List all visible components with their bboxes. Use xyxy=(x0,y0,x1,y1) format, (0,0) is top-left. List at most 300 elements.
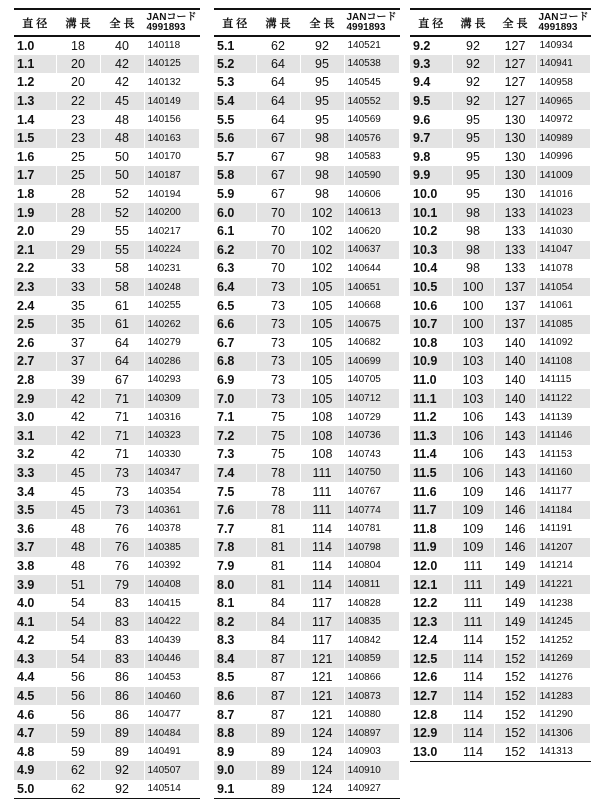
jan-code-cell: 140958 xyxy=(536,73,590,92)
diameter-cell: 1.2 xyxy=(14,73,56,92)
total-length-cell: 71 xyxy=(100,445,144,464)
table-row xyxy=(14,36,199,55)
total-length-cell: 121 xyxy=(300,650,344,669)
table-row xyxy=(410,631,590,650)
table-row xyxy=(14,408,199,427)
diameter-cell: 8.0 xyxy=(214,575,256,594)
jan-code-cell: 140392 xyxy=(144,557,199,576)
jan-code-cell: 140668 xyxy=(344,296,399,315)
diameter-cell: 4.6 xyxy=(14,705,56,724)
groove-length-cell: 54 xyxy=(56,650,100,669)
total-length-header: 全 長 xyxy=(100,9,144,36)
table-row xyxy=(14,538,199,557)
diameter-header: 直 径 xyxy=(14,9,56,36)
total-length-cell: 55 xyxy=(100,222,144,241)
jan-code-cell: 141191 xyxy=(536,519,590,538)
groove-length-header: 溝 長 xyxy=(256,9,300,36)
groove-length-header: 溝 長 xyxy=(56,9,100,36)
table-row xyxy=(14,557,199,576)
groove-length-cell: 87 xyxy=(256,650,300,669)
groove-length-cell: 92 xyxy=(452,73,494,92)
jan-code-cell: 140705 xyxy=(344,371,399,390)
total-length-cell: 48 xyxy=(100,129,144,148)
diameter-cell: 7.8 xyxy=(214,538,256,557)
jan-code-cell: 141108 xyxy=(536,352,590,371)
jan-code-cell: 140682 xyxy=(344,334,399,353)
jan-code-cell: 140644 xyxy=(344,259,399,278)
diameter-cell: 6.3 xyxy=(214,259,256,278)
jan-code-cell: 140408 xyxy=(144,575,199,594)
diameter-cell: 6.1 xyxy=(214,222,256,241)
total-length-cell: 86 xyxy=(100,668,144,687)
jan-code-cell: 140446 xyxy=(144,650,199,669)
table-row xyxy=(410,538,590,557)
total-length-cell: 52 xyxy=(100,185,144,204)
jan-code-cell: 141238 xyxy=(536,594,590,613)
groove-length-cell: 81 xyxy=(256,557,300,576)
table-row xyxy=(14,185,199,204)
total-length-cell: 121 xyxy=(300,705,344,724)
diameter-cell: 3.1 xyxy=(14,426,56,445)
table-row xyxy=(214,36,399,55)
table-row xyxy=(410,501,590,520)
table-row xyxy=(410,185,590,204)
diameter-cell: 9.8 xyxy=(410,148,452,167)
table-row xyxy=(410,668,590,687)
total-length-cell: 108 xyxy=(300,408,344,427)
diameter-cell: 13.0 xyxy=(410,743,452,762)
jan-code-cell: 140996 xyxy=(536,148,590,167)
groove-length-cell: 59 xyxy=(56,743,100,762)
total-length-cell: 152 xyxy=(494,650,536,669)
jan-code-cell: 140293 xyxy=(144,371,199,390)
table-row xyxy=(214,203,399,222)
total-length-cell: 152 xyxy=(494,668,536,687)
jan-code-cell: 140736 xyxy=(344,426,399,445)
table-row xyxy=(410,371,590,390)
total-length-cell: 146 xyxy=(494,501,536,520)
table-row xyxy=(214,73,399,92)
diameter-cell: 9.6 xyxy=(410,110,452,129)
total-length-cell: 61 xyxy=(100,315,144,334)
groove-length-cell: 42 xyxy=(56,389,100,408)
table-row xyxy=(14,371,199,390)
total-length-cell: 86 xyxy=(100,705,144,724)
total-length-cell: 111 xyxy=(300,482,344,501)
groove-length-cell: 29 xyxy=(56,241,100,260)
diameter-cell: 4.4 xyxy=(14,668,56,687)
jan-code-cell: 140484 xyxy=(144,724,199,743)
diameter-cell: 12.6 xyxy=(410,668,452,687)
total-length-cell: 127 xyxy=(494,92,536,111)
table-row xyxy=(14,241,199,260)
diameter-cell: 8.5 xyxy=(214,668,256,687)
groove-length-cell: 84 xyxy=(256,594,300,613)
diameter-cell: 3.3 xyxy=(14,464,56,483)
diameter-cell: 7.9 xyxy=(214,557,256,576)
total-length-cell: 64 xyxy=(100,334,144,353)
total-length-cell: 105 xyxy=(300,389,344,408)
jan-code-header xyxy=(536,9,590,36)
table-row xyxy=(14,334,199,353)
total-length-cell: 102 xyxy=(300,203,344,222)
diameter-header: 直 径 xyxy=(410,9,452,36)
jan-code-cell: 140217 xyxy=(144,222,199,241)
diameter-cell: 7.1 xyxy=(214,408,256,427)
jan-code-cell: 140583 xyxy=(344,148,399,167)
jan-code-cell: 140835 xyxy=(344,612,399,631)
table-row xyxy=(410,594,590,613)
table-row xyxy=(410,241,590,260)
jan-header-line1: JANコード xyxy=(146,11,197,23)
groove-length-cell: 87 xyxy=(256,668,300,687)
table-row xyxy=(214,222,399,241)
groove-length-cell: 51 xyxy=(56,575,100,594)
diameter-cell: 4.9 xyxy=(14,761,56,780)
table-row xyxy=(214,315,399,334)
table-row xyxy=(410,55,590,74)
jan-code-cell: 140903 xyxy=(344,743,399,762)
diameter-cell: 9.7 xyxy=(410,129,452,148)
jan-code-cell: 140804 xyxy=(344,557,399,576)
jan-code-cell: 140927 xyxy=(344,780,399,799)
diameter-cell: 4.8 xyxy=(14,743,56,762)
diameter-cell: 10.9 xyxy=(410,352,452,371)
jan-code-cell: 140729 xyxy=(344,408,399,427)
total-length-cell: 133 xyxy=(494,241,536,260)
jan-code-cell: 140507 xyxy=(144,761,199,780)
groove-length-cell: 103 xyxy=(452,389,494,408)
diameter-cell: 2.3 xyxy=(14,278,56,297)
total-length-cell: 117 xyxy=(300,594,344,613)
table-row xyxy=(14,445,199,464)
groove-length-cell: 48 xyxy=(56,538,100,557)
diameter-cell: 1.7 xyxy=(14,166,56,185)
groove-length-cell: 42 xyxy=(56,408,100,427)
jan-code-cell: 141061 xyxy=(536,296,590,315)
jan-code-cell: 141146 xyxy=(536,426,590,445)
jan-code-cell: 141269 xyxy=(536,650,590,669)
jan-code-cell: 140224 xyxy=(144,241,199,260)
total-length-cell: 105 xyxy=(300,315,344,334)
diameter-cell: 5.9 xyxy=(214,185,256,204)
jan-code-cell: 140316 xyxy=(144,408,199,427)
groove-length-cell: 95 xyxy=(452,148,494,167)
groove-length-cell: 106 xyxy=(452,445,494,464)
total-length-cell: 117 xyxy=(300,631,344,650)
diameter-cell: 10.5 xyxy=(410,278,452,297)
jan-code-cell: 141054 xyxy=(536,278,590,297)
total-length-cell: 48 xyxy=(100,110,144,129)
total-length-cell: 71 xyxy=(100,389,144,408)
table-row xyxy=(14,73,199,92)
total-length-cell: 114 xyxy=(300,519,344,538)
table-row xyxy=(214,334,399,353)
table-body xyxy=(410,36,590,761)
jan-code-cell: 140149 xyxy=(144,92,199,111)
jan-code-cell: 140699 xyxy=(344,352,399,371)
groove-length-cell: 98 xyxy=(452,241,494,260)
total-length-cell: 61 xyxy=(100,296,144,315)
table-row xyxy=(14,501,199,520)
drill-spec-tables xyxy=(14,8,590,796)
diameter-cell: 1.3 xyxy=(14,92,56,111)
table-row xyxy=(14,594,199,613)
total-length-cell: 76 xyxy=(100,519,144,538)
diameter-cell: 5.3 xyxy=(214,73,256,92)
table-row xyxy=(214,389,399,408)
total-length-cell: 146 xyxy=(494,482,536,501)
jan-code-cell: 140781 xyxy=(344,519,399,538)
diameter-cell: 8.4 xyxy=(214,650,256,669)
table-row xyxy=(214,668,399,687)
total-length-cell: 146 xyxy=(494,538,536,557)
diameter-cell: 4.2 xyxy=(14,631,56,650)
jan-code-cell: 141290 xyxy=(536,705,590,724)
table-row xyxy=(410,73,590,92)
diameter-cell: 12.8 xyxy=(410,705,452,724)
jan-code-header xyxy=(344,9,399,36)
jan-code-cell: 140880 xyxy=(344,705,399,724)
total-length-cell: 105 xyxy=(300,352,344,371)
total-length-header: 全 長 xyxy=(494,9,536,36)
table-row xyxy=(410,278,590,297)
groove-length-cell: 92 xyxy=(452,92,494,111)
jan-code-cell: 141184 xyxy=(536,501,590,520)
groove-length-cell: 103 xyxy=(452,334,494,353)
groove-length-cell: 111 xyxy=(452,594,494,613)
diameter-cell: 8.7 xyxy=(214,705,256,724)
total-length-cell: 140 xyxy=(494,371,536,390)
total-length-cell: 130 xyxy=(494,185,536,204)
diameter-cell: 12.9 xyxy=(410,724,452,743)
jan-code-cell: 140309 xyxy=(144,389,199,408)
groove-length-cell: 25 xyxy=(56,166,100,185)
groove-length-cell: 103 xyxy=(452,371,494,390)
total-length-cell: 124 xyxy=(300,724,344,743)
total-length-cell: 71 xyxy=(100,408,144,427)
diameter-cell: 4.1 xyxy=(14,612,56,631)
jan-header-line1: JANコード xyxy=(538,11,589,23)
total-length-cell: 52 xyxy=(100,203,144,222)
table-row xyxy=(14,259,199,278)
total-length-cell: 124 xyxy=(300,780,344,799)
table-row xyxy=(14,92,199,111)
groove-length-cell: 28 xyxy=(56,203,100,222)
table-row xyxy=(214,110,399,129)
diameter-cell: 10.4 xyxy=(410,259,452,278)
diameter-cell: 10.8 xyxy=(410,334,452,353)
jan-code-cell: 141078 xyxy=(536,259,590,278)
table-row xyxy=(214,352,399,371)
jan-code-cell: 140934 xyxy=(536,36,590,55)
table-row xyxy=(14,426,199,445)
table-row xyxy=(14,315,199,334)
diameter-cell: 10.0 xyxy=(410,185,452,204)
groove-length-cell: 64 xyxy=(256,55,300,74)
total-length-cell: 64 xyxy=(100,352,144,371)
diameter-cell: 5.8 xyxy=(214,166,256,185)
groove-length-cell: 48 xyxy=(56,557,100,576)
groove-length-cell: 67 xyxy=(256,166,300,185)
diameter-cell: 11.5 xyxy=(410,464,452,483)
groove-length-cell: 111 xyxy=(452,575,494,594)
table-body xyxy=(14,36,199,798)
diameter-cell: 10.2 xyxy=(410,222,452,241)
diameter-cell: 11.7 xyxy=(410,501,452,520)
total-length-cell: 50 xyxy=(100,166,144,185)
jan-code-cell: 140774 xyxy=(344,501,399,520)
groove-length-cell: 81 xyxy=(256,538,300,557)
diameter-cell: 5.0 xyxy=(14,780,56,799)
diameter-cell: 12.5 xyxy=(410,650,452,669)
jan-code-cell: 140477 xyxy=(144,705,199,724)
table-row xyxy=(214,650,399,669)
jan-code-cell: 140651 xyxy=(344,278,399,297)
table-row xyxy=(410,650,590,669)
total-length-cell: 143 xyxy=(494,408,536,427)
groove-length-cell: 92 xyxy=(452,55,494,74)
jan-code-cell: 140606 xyxy=(344,185,399,204)
diameter-cell: 7.4 xyxy=(214,464,256,483)
diameter-cell: 11.4 xyxy=(410,445,452,464)
groove-length-cell: 33 xyxy=(56,259,100,278)
jan-code-cell: 141283 xyxy=(536,687,590,706)
total-length-cell: 95 xyxy=(300,110,344,129)
table-row xyxy=(214,92,399,111)
diameter-cell: 7.2 xyxy=(214,426,256,445)
jan-code-cell: 140873 xyxy=(344,687,399,706)
total-length-cell: 130 xyxy=(494,129,536,148)
groove-length-cell: 37 xyxy=(56,352,100,371)
jan-code-cell: 141276 xyxy=(536,668,590,687)
total-length-cell: 133 xyxy=(494,259,536,278)
table-row xyxy=(214,575,399,594)
jan-code-cell: 140521 xyxy=(344,36,399,55)
groove-length-cell: 45 xyxy=(56,501,100,520)
table-row xyxy=(410,92,590,111)
table-row xyxy=(410,259,590,278)
diameter-cell: 12.1 xyxy=(410,575,452,594)
groove-length-cell: 92 xyxy=(452,36,494,55)
total-length-cell: 92 xyxy=(100,761,144,780)
groove-length-cell: 54 xyxy=(56,612,100,631)
diameter-cell: 9.0 xyxy=(214,761,256,780)
diameter-cell: 12.0 xyxy=(410,557,452,576)
jan-code-cell: 140491 xyxy=(144,743,199,762)
table-row xyxy=(14,743,199,762)
total-length-cell: 130 xyxy=(494,110,536,129)
groove-length-cell: 23 xyxy=(56,129,100,148)
diameter-cell: 9.5 xyxy=(410,92,452,111)
table-row xyxy=(214,631,399,650)
groove-length-cell: 78 xyxy=(256,482,300,501)
table-row xyxy=(410,315,590,334)
diameter-cell: 7.0 xyxy=(214,389,256,408)
total-length-cell: 98 xyxy=(300,185,344,204)
jan-code-cell: 140330 xyxy=(144,445,199,464)
diameter-cell: 3.4 xyxy=(14,482,56,501)
spec-table-3 xyxy=(410,8,591,762)
table-row xyxy=(214,166,399,185)
diameter-cell: 11.3 xyxy=(410,426,452,445)
diameter-cell: 9.3 xyxy=(410,55,452,74)
total-length-cell: 117 xyxy=(300,612,344,631)
total-length-cell: 149 xyxy=(494,575,536,594)
jan-code-header xyxy=(144,9,199,36)
diameter-cell: 5.5 xyxy=(214,110,256,129)
groove-length-cell: 109 xyxy=(452,501,494,520)
total-length-cell: 95 xyxy=(300,73,344,92)
table-row xyxy=(214,594,399,613)
jan-code-cell: 140187 xyxy=(144,166,199,185)
table-row xyxy=(14,110,199,129)
total-length-cell: 127 xyxy=(494,73,536,92)
groove-length-cell: 54 xyxy=(56,594,100,613)
total-length-cell: 121 xyxy=(300,668,344,687)
jan-code-cell: 141153 xyxy=(536,445,590,464)
total-length-cell: 105 xyxy=(300,334,344,353)
total-length-cell: 98 xyxy=(300,129,344,148)
groove-length-cell: 84 xyxy=(256,631,300,650)
groove-length-cell: 39 xyxy=(56,371,100,390)
jan-code-cell: 140842 xyxy=(344,631,399,650)
table-row xyxy=(14,55,199,74)
total-length-header: 全 長 xyxy=(300,9,344,36)
jan-code-cell: 140118 xyxy=(144,36,199,55)
groove-length-cell: 42 xyxy=(56,445,100,464)
diameter-cell: 1.0 xyxy=(14,36,56,55)
groove-length-cell: 81 xyxy=(256,519,300,538)
table-row xyxy=(214,445,399,464)
total-length-cell: 114 xyxy=(300,557,344,576)
table-row xyxy=(410,482,590,501)
diameter-cell: 2.7 xyxy=(14,352,56,371)
diameter-cell: 12.7 xyxy=(410,687,452,706)
table-header-row xyxy=(410,9,590,36)
total-length-cell: 98 xyxy=(300,148,344,167)
jan-code-cell: 141221 xyxy=(536,575,590,594)
jan-code-cell: 140552 xyxy=(344,92,399,111)
jan-code-cell: 141245 xyxy=(536,612,590,631)
groove-length-cell: 67 xyxy=(256,185,300,204)
groove-length-cell: 109 xyxy=(452,538,494,557)
groove-length-cell: 106 xyxy=(452,408,494,427)
jan-code-cell: 141092 xyxy=(536,334,590,353)
jan-code-cell: 140514 xyxy=(144,780,199,799)
table-row xyxy=(14,650,199,669)
total-length-cell: 50 xyxy=(100,148,144,167)
total-length-cell: 105 xyxy=(300,371,344,390)
jan-code-cell: 141115 xyxy=(536,371,590,390)
table-row xyxy=(410,334,590,353)
groove-length-cell: 103 xyxy=(452,352,494,371)
table-row xyxy=(14,612,199,631)
groove-length-cell: 22 xyxy=(56,92,100,111)
table-row xyxy=(214,538,399,557)
diameter-cell: 2.5 xyxy=(14,315,56,334)
table-row xyxy=(214,55,399,74)
table-row xyxy=(214,761,399,780)
table-row xyxy=(214,705,399,724)
total-length-cell: 130 xyxy=(494,166,536,185)
table-row xyxy=(410,110,590,129)
groove-length-cell: 48 xyxy=(56,519,100,538)
jan-header-line2: 4991893 xyxy=(146,21,186,33)
groove-length-cell: 75 xyxy=(256,426,300,445)
groove-length-cell: 73 xyxy=(256,278,300,297)
table-row xyxy=(214,687,399,706)
